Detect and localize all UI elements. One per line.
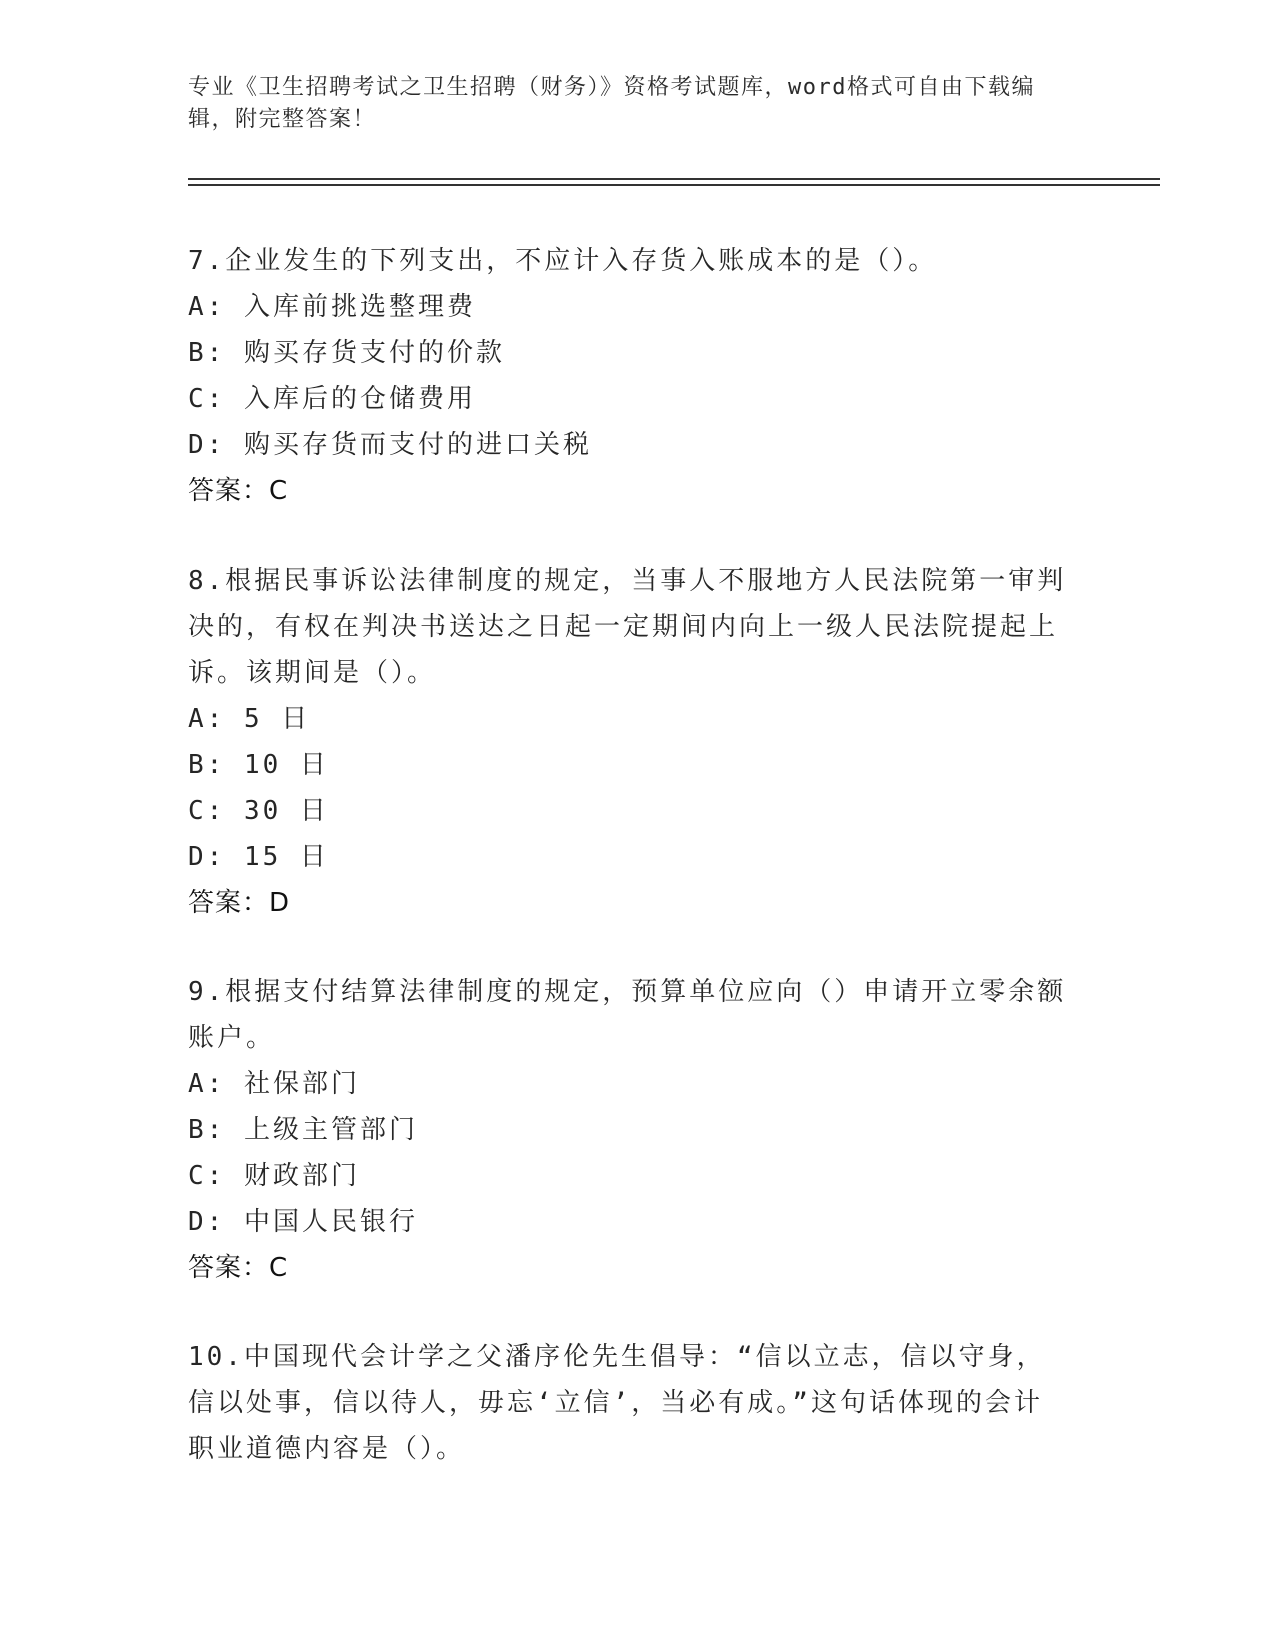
- question-text: 8.根据民事诉讼法律制度的规定，当事人不服地方人民法院第一审判决的，有权在判决书送达之日起一定期间内向上一级人民法院提起上诉。该期间是（）。: [188, 566, 1067, 688]
- option-a: A: 社保部门: [188, 1069, 360, 1099]
- header-divider-top: [188, 178, 1160, 180]
- option-c: C: 30 日: [188, 796, 329, 826]
- question-text: 9.根据支付结算法律制度的规定，预算单位应向（）申请开立零余额账户。: [188, 977, 1067, 1053]
- option-c: C: 财政部门: [188, 1161, 360, 1191]
- header-divider-bottom: [188, 184, 1160, 186]
- document-header: 专业《卫生招聘考试之卫生招聘（财务）》资格考试题库，word格式可自由下载编辑，附完整答案！: [188, 75, 1035, 132]
- option-d: D: 中国人民银行: [188, 1207, 418, 1237]
- option-c: C: 入库后的仓储费用: [188, 384, 476, 414]
- option-b: B: 购买存货支付的价款: [188, 338, 505, 368]
- question-9: [188, 969, 1068, 1291]
- question-7: [188, 238, 1068, 514]
- answer: 答案：D: [188, 888, 291, 918]
- question-8: [188, 558, 1068, 926]
- option-b: B: 10 日: [188, 750, 329, 780]
- option-d: D: 15 日: [188, 842, 329, 872]
- answer: 答案：C: [188, 1253, 289, 1283]
- question-10: [188, 1334, 1068, 1472]
- question-text: 10.中国现代会计学之父潘序伦先生倡导：“信以立志，信以守身，信以处事，信以待人，毋忘‘立信’，当必有成。”这句话体现的会计职业道德内容是（）。: [188, 1342, 1046, 1464]
- question-text: 7.企业发生的下列支出，不应计入存货入账成本的是（）。: [188, 246, 938, 276]
- option-a: A: 5 日: [188, 704, 311, 734]
- answer: 答案：C: [188, 476, 289, 506]
- option-d: D: 购买存货而支付的进口关税: [188, 430, 592, 460]
- option-a: A: 入库前挑选整理费: [188, 292, 476, 322]
- option-b: B: 上级主管部门: [188, 1115, 418, 1145]
